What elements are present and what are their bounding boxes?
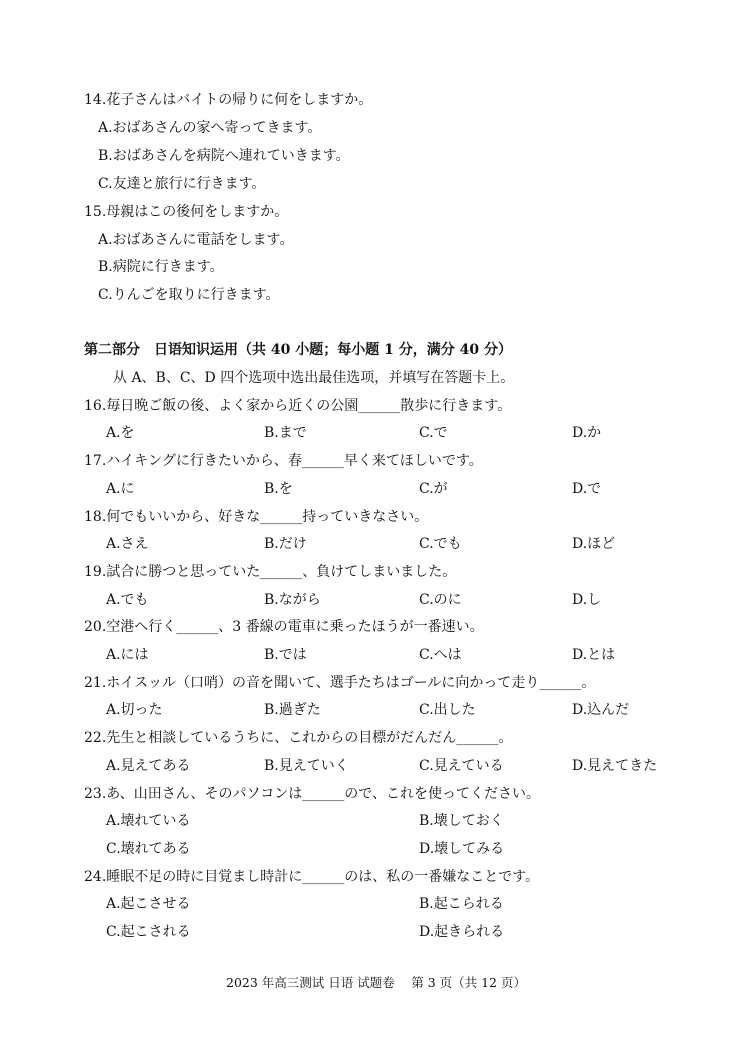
question-14-option-b: B.おばあさんを病院へ連れていきます。 (98, 148, 350, 164)
section-title: 第二部分 日语知识运用（共 40 小题；每小题 1 分，满分 40 分） (84, 342, 512, 358)
question-19-stem: 19.試合に勝つと思っていた______、負けてしまいました。 (84, 564, 457, 580)
question-20-stem: 20.空港へ行く______、3 番線の電車に乗ったほうが一番速い。 (84, 619, 484, 635)
option-a: A.さえ (106, 536, 149, 552)
option-b: B.ながら (264, 592, 321, 608)
option-b: B.壊しておく (419, 813, 504, 829)
option-d: D.起きられる (419, 924, 505, 940)
question-15-option-b: B.病院に行きます。 (98, 259, 224, 275)
option-b: B.だけ (264, 536, 307, 552)
option-a: A.壊れている (106, 813, 191, 829)
option-c: C.のに (419, 592, 462, 608)
option-d: D.見えてきた (572, 758, 658, 774)
option-d: D.で (572, 481, 602, 497)
option-d: D.込んだ (572, 702, 630, 718)
option-d: D.し (572, 592, 602, 608)
option-a: A.見えてある (106, 758, 191, 774)
option-b: B.を (264, 481, 293, 497)
option-c: C.見えている (419, 758, 504, 774)
option-c: C.でも (419, 536, 462, 552)
page-footer: 2023 年高三测试 日语 试题卷 第 3 页（共 12 页） (226, 975, 526, 990)
option-b: B.では (264, 647, 307, 663)
question-17-options (106, 480, 706, 498)
option-c: C.壊れてある (106, 841, 191, 857)
option-d: D.か (572, 425, 602, 441)
question-24-stem: 24.睡眠不足の時に目覚まし時計に______のは、私の一番嫌なことです。 (84, 869, 540, 885)
option-a: A.起こさせる (106, 896, 191, 912)
option-a: A.を (106, 425, 135, 441)
section-instruction: 从 A、B、C、D 四个选项中选出最佳选项，并填写在答题卡上。 (113, 370, 515, 386)
option-c: C.が (419, 481, 448, 497)
question-15-option-c: C.りんごを取りに行きます。 (98, 287, 280, 303)
question-14-stem: 14.花子さんはバイトの帰りに何をしますか。 (84, 92, 373, 108)
option-c: C.起こされる (106, 924, 191, 940)
question-21-stem: 21.ホイスッル（口哨）の音を聞いて、選手たちはゴールに向かって走り______。 (84, 675, 596, 691)
question-22-options (106, 757, 706, 775)
question-20-options (106, 646, 706, 664)
question-14-option-a: A.おばあさんの家へ寄ってきます。 (98, 120, 322, 136)
question-16-stem: 16.毎日晩ご飯の後、よく家から近くの公園______散歩に行きます。 (84, 398, 512, 414)
option-d: D.壊してみる (419, 841, 505, 857)
option-a: A.には (106, 647, 149, 663)
option-c: C.へは (419, 647, 462, 663)
question-23-stem: 23.あ、山田さん、そのパソコンは______ので、これを使ってください。 (84, 786, 540, 802)
question-24-options-row1 (106, 895, 706, 913)
option-a: A.切った (106, 702, 163, 718)
option-b: B.見えていく (264, 758, 349, 774)
option-b: B.過ぎた (264, 702, 321, 718)
option-c: C.出した (419, 702, 476, 718)
option-d: D.ほど (572, 536, 616, 552)
option-d: D.とは (572, 647, 616, 663)
question-14-option-c: C.友達と旅行に行きます。 (98, 176, 266, 192)
question-22-stem: 22.先生と相談しているうちに、これからの目標がだんだん______。 (84, 730, 513, 746)
question-17-stem: 17.ハイキングに行きたいから、春______早く来てほしいです。 (84, 453, 483, 469)
question-18-options (106, 535, 706, 553)
question-19-options (106, 591, 706, 609)
question-21-options (106, 701, 706, 719)
question-15-option-a: A.おばあさんに電話をします。 (98, 232, 294, 248)
question-16-options (106, 424, 706, 442)
question-23-options-row2 (106, 840, 706, 858)
option-a: A.でも (106, 592, 149, 608)
option-c: C.で (419, 425, 448, 441)
option-b: B.起こられる (419, 896, 504, 912)
option-b: B.まで (264, 425, 307, 441)
question-24-options-row2 (106, 923, 706, 941)
question-23-options-row1 (106, 812, 706, 830)
option-a: A.に (106, 481, 135, 497)
question-15-stem: 15.母親はこの後何をしますか。 (84, 204, 289, 220)
question-18-stem: 18.何でもいいから、好きな______持っていきなさい。 (84, 509, 429, 525)
